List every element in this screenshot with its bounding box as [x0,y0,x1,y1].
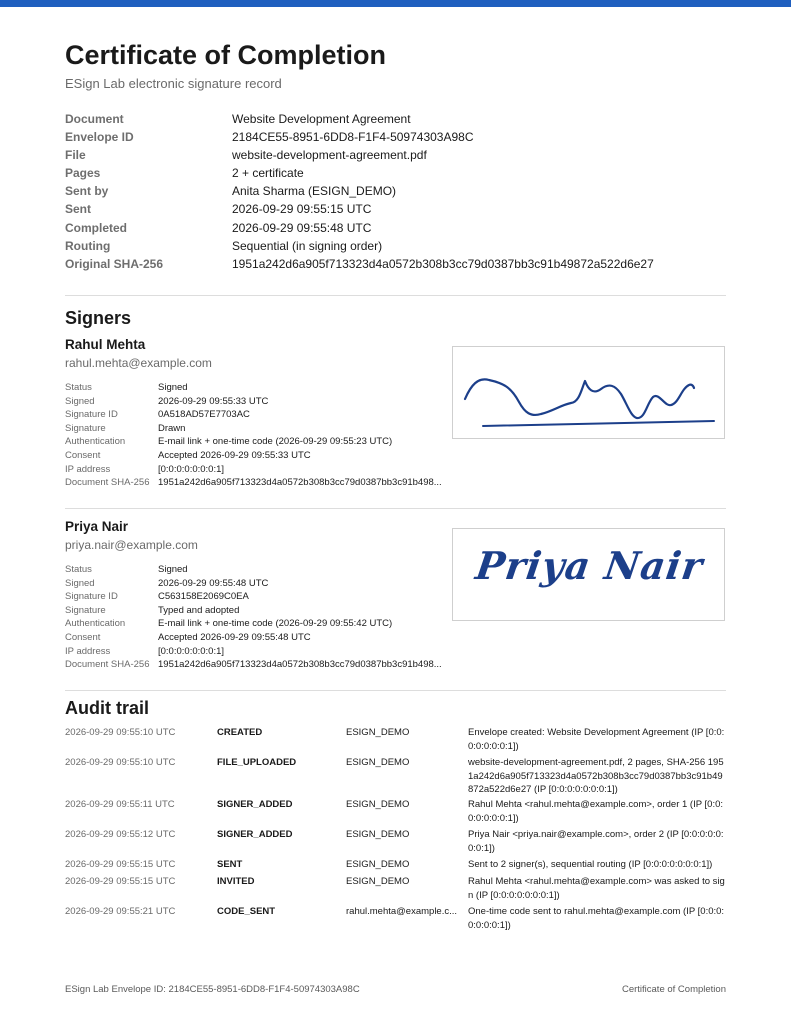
summary-label: Original SHA-256 [65,256,164,271]
field-value: [0:0:0:0:0:0:0:1] [158,463,225,475]
summary-label: Envelope ID [65,130,134,145]
summary-value: 2026-09-29 09:55:15 UTC [232,202,372,217]
summary-value: Website Development Agreement [232,112,411,126]
audit-event: INVITED [217,876,255,887]
audit-detail: website-development-agreement.pdf, 2 pages, SHA-256 1951a242d6a905f713323d4a0572b308b3cc79d0387bb3c91b49872a522d6e27 (IP [0:0:0:0:0:0:0:1]) [468,757,724,795]
audit-actor: ESIGN_DEMO [346,727,410,738]
field-value: 1951a242d6a905f713323d4a0572b308b3cc79d0387bb3c91b498... [158,659,442,671]
signer-card [65,519,726,669]
signer-details [65,381,455,490]
summary-row-completed [65,219,726,237]
summary-value: 2184CE55-8951-6DD8-F1F4-50974303A98C [232,130,474,145]
signer-field [65,463,455,477]
field-value: Accepted 2026-09-29 09:55:33 UTC [158,449,311,461]
audit-row [65,756,726,798]
field-value: Signed [158,382,188,393]
field-label: Document SHA-256 [65,477,150,489]
summary-label: Sent by [65,184,109,199]
signature-image-typed [452,528,725,621]
summary-value: Sequential (in signing order) [232,238,383,253]
field-value: Drawn [158,422,186,434]
footer-envelope-id: ESign Lab Envelope ID: 2184CE55-8951-6DD8-F1F4-50974303A98C [65,984,360,995]
audit-row [65,905,726,935]
section-divider [65,295,726,296]
envelope-summary [65,110,726,273]
field-label: IP address [65,645,111,657]
field-value: C563158E2069C0EA [158,591,249,603]
audit-actor: rahul.mehta@example.c... [346,906,458,917]
audit-actor: ESIGN_DEMO [346,859,410,870]
signer-field [65,631,455,645]
audit-row [65,858,726,875]
audit-event: SIGNER_ADDED [217,799,293,810]
summary-label: Sent [65,202,92,217]
signer-field [65,381,455,395]
summary-label: Completed [65,220,128,235]
summary-label: Document [65,112,124,126]
summary-label: Routing [65,238,111,253]
field-label: Signature [65,604,106,616]
signer-field [65,435,455,449]
footer-title: Certificate of Completion [621,984,726,995]
summary-row-pages [65,164,726,182]
top-accent-bar [0,0,791,7]
signer-email: priya.nair@example.com [65,538,198,552]
audit-time: 2026-09-29 09:55:10 UTC [65,757,176,768]
summary-value: Anita Sharma (ESIGN_DEMO) [232,184,397,199]
audit-row [65,726,726,756]
field-value: [0:0:0:0:0:0:0:1] [158,645,225,657]
field-label: Signature [65,422,106,434]
field-value: 0A518AD57E7703AC [158,409,250,421]
signature-image-drawn [452,346,725,439]
signer-field [65,577,455,591]
summary-value: 2026-09-29 09:55:48 UTC [232,220,372,235]
audit-event: CODE_SENT [217,906,276,917]
page-subtitle: ESign Lab electronic signature record [65,76,282,91]
signer-divider [65,508,726,509]
field-label: Consent [65,449,101,461]
audit-detail: Sent to 2 signer(s), sequential routing (IP [0:0:0:0:0:0:0:1]) [468,859,713,870]
field-value: 1951a242d6a905f713323d4a0572b308b3cc79d0387bb3c91b498... [158,477,442,489]
summary-row-sent [65,200,726,218]
field-value: E-mail link + one-time code (2026-09-29 09:55:23 UTC) [158,436,393,448]
summary-row-document [65,110,726,128]
audit-trail-table [65,726,726,935]
audit-event: SENT [217,859,243,870]
signer-card [65,337,726,487]
signer-name: Rahul Mehta [65,337,146,352]
audit-row [65,828,726,858]
signer-name: Priya Nair [65,519,129,534]
field-label: Consent [65,631,101,643]
summary-row-envelope-id [65,128,726,146]
audit-event: CREATED [217,727,263,738]
field-label: Signed [65,395,95,407]
summary-value: 2 + certificate [232,166,304,181]
field-value: 2026-09-29 09:55:48 UTC [158,577,269,589]
summary-row-file [65,146,726,164]
signer-field [65,604,455,618]
field-label: IP address [65,463,111,475]
audit-detail: Rahul Mehta <rahul.mehta@example.com> was asked to sign (IP [0:0:0:0:0:0:0:1]) [468,876,725,901]
summary-value: website-development-agreement.pdf [232,148,427,163]
signer-field [65,395,455,409]
audit-time: 2026-09-29 09:55:11 UTC [65,799,175,810]
signer-field [65,422,455,436]
summary-row-original-sha256 [65,255,726,273]
audit-event: SIGNER_ADDED [217,829,293,840]
field-label: Status [65,564,92,575]
field-label: Document SHA-256 [65,659,150,671]
field-label: Authentication [65,618,126,630]
audit-trail-heading: Audit trail [65,698,149,718]
page-title: Certificate of Completion [65,40,387,70]
audit-time: 2026-09-29 09:55:15 UTC [65,876,176,887]
audit-time: 2026-09-29 09:55:15 UTC [65,859,176,870]
section-divider [65,690,726,691]
audit-actor: ESIGN_DEMO [346,829,410,840]
summary-row-sent-by [65,182,726,200]
signer-field [65,617,455,631]
signers-heading: Signers [65,308,132,328]
signer-email: rahul.mehta@example.com [65,356,212,370]
summary-row-routing [65,237,726,255]
field-value: Typed and adopted [158,604,240,616]
signer-field [65,449,455,463]
field-label: Signature ID [65,409,118,421]
audit-actor: ESIGN_DEMO [346,876,410,887]
audit-row [65,875,726,905]
summary-value: 1951a242d6a905f713323d4a0572b308b3cc79d0387bb3c91b49872a522d6e27 [232,256,654,271]
audit-actor: ESIGN_DEMO [346,799,410,810]
summary-label: File [65,148,86,163]
field-label: Status [65,382,92,393]
signer-field [65,658,455,672]
audit-time: 2026-09-29 09:55:12 UTC [65,829,176,840]
field-label: Signature ID [65,591,118,603]
field-value: E-mail link + one-time code (2026-09-29 09:55:42 UTC) [158,618,393,630]
audit-time: 2026-09-29 09:55:21 UTC [65,906,176,917]
signer-field [65,590,455,604]
signer-field [65,408,455,422]
field-label: Authentication [65,436,126,448]
summary-label: Pages [65,166,101,181]
field-value: Signed [158,564,188,575]
field-label: Signed [65,577,95,589]
audit-row [65,798,726,828]
drawn-signature [453,347,725,439]
audit-detail: Priya Nair <priya.nair@example.com>, order 2 (IP [0:0:0:0:0:0:0:1]) [468,829,724,854]
typed-signature: Priya Nair [472,543,707,588]
audit-detail: Envelope created: Website Development Agreement (IP [0:0:0:0:0:0:0:1]) [468,727,725,752]
signer-field [65,563,455,577]
field-value: Accepted 2026-09-29 09:55:48 UTC [158,631,311,643]
audit-detail: One-time code sent to rahul.mehta@example.com (IP [0:0:0:0:0:0:0:1]) [468,906,725,931]
audit-event: FILE_UPLOADED [217,757,297,768]
audit-actor: ESIGN_DEMO [346,757,410,768]
signer-field [65,645,455,659]
audit-time: 2026-09-29 09:55:10 UTC [65,727,176,738]
audit-detail: Rahul Mehta <rahul.mehta@example.com>, order 1 (IP [0:0:0:0:0:0:0:1]) [468,799,724,824]
signer-field [65,476,455,490]
field-value: 2026-09-29 09:55:33 UTC [158,395,269,407]
signer-details [65,563,455,672]
